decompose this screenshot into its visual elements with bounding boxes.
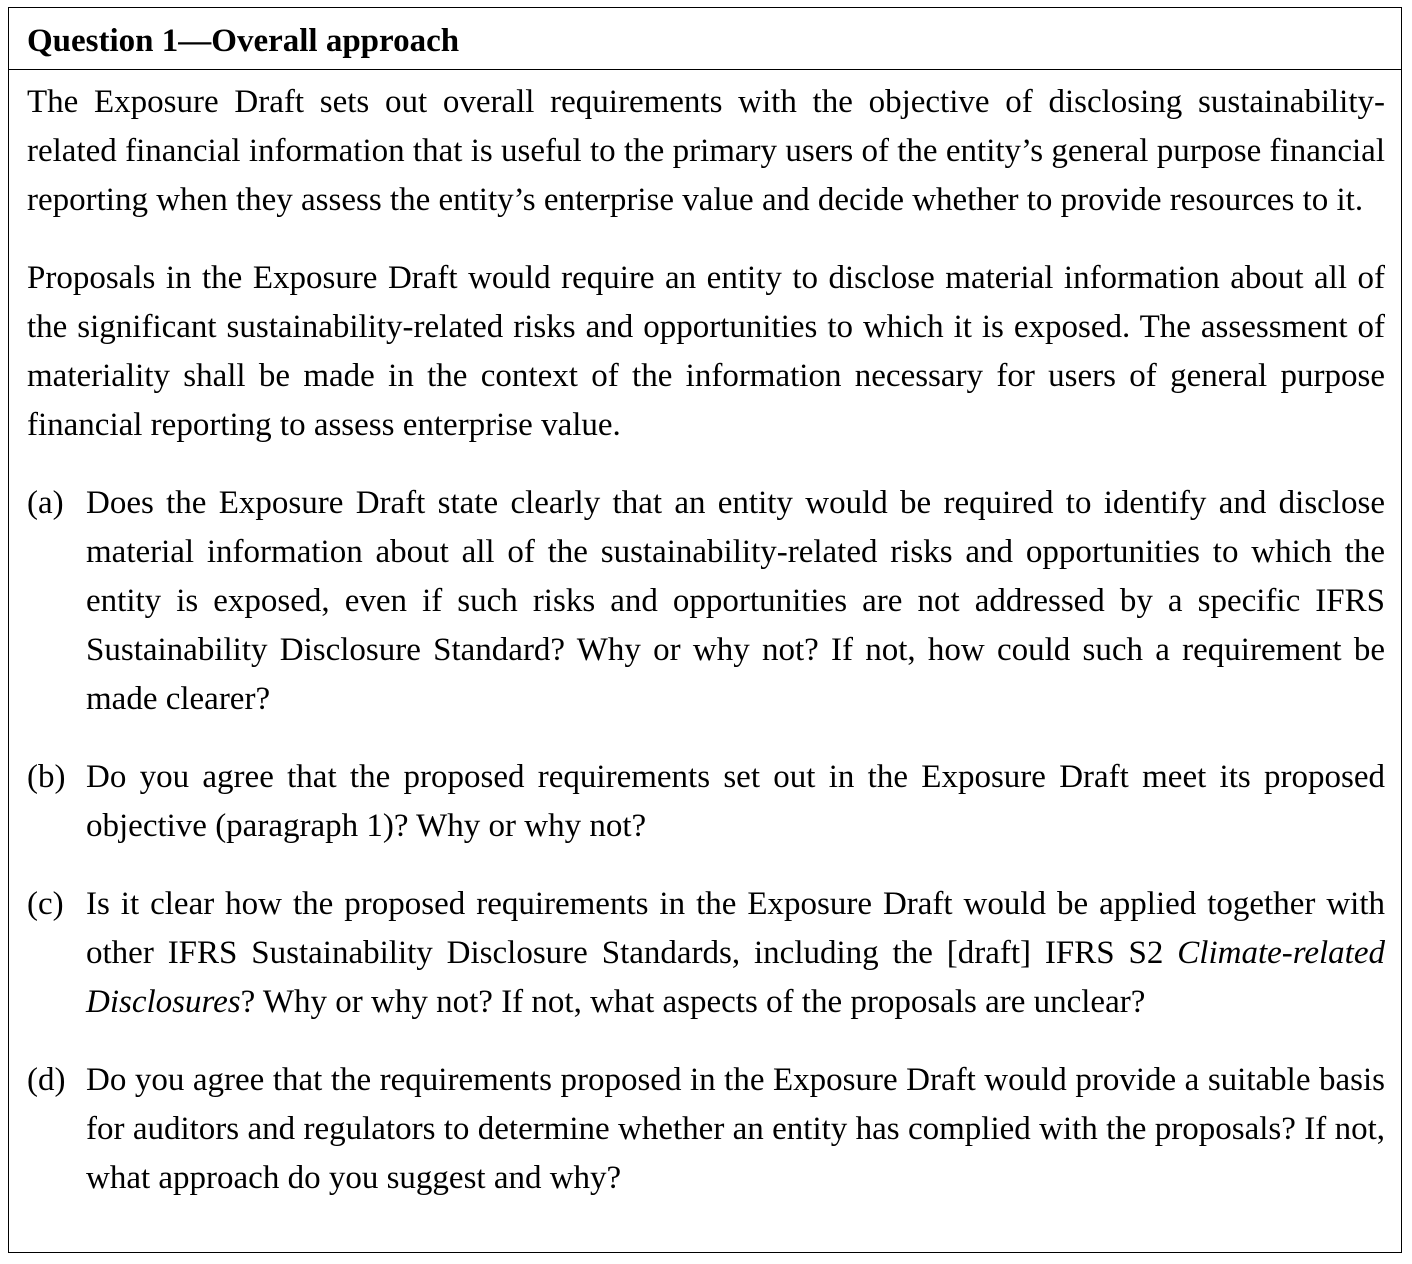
question-title: Question 1—Overall approach: [27, 23, 460, 59]
sub-question-label: (c): [27, 886, 64, 922]
sub-question-text: [86, 880, 1385, 1027]
sub-question-label: (d): [27, 1062, 66, 1098]
sub-question-a: [27, 479, 1385, 724]
question-header: [9, 8, 1401, 70]
sub-question-d: [27, 1056, 1385, 1203]
standard-title-italic: Climate-related Disclosures: [86, 935, 1385, 1020]
sub-question-c: [27, 880, 1385, 1027]
intro-paragraph-2: Proposals in the Exposure Draft would require an entity to disclose material information about all of the significant sustainability-related risks and opportunities to which it is exposed. The assessment of materiality shall be made in the context of the information necessary for users of general purpose financial reporting to assess enterprise value.: [27, 260, 1385, 443]
sub-question-label: (b): [27, 759, 66, 795]
question-body: [9, 70, 1401, 1203]
sub-question-b: [27, 753, 1385, 851]
sub-question-text-end: ? Why or why not? If not, what aspects of the proposals are unclear?: [240, 984, 1146, 1020]
intro-paragraph-1: The Exposure Draft sets out overall requirements with the objective of disclosing sustainability-related financial information that is useful to the primary users of the entity’s general purpose financial reporting when they assess the entity’s enterprise value and decide whether to provide resources to it.: [27, 84, 1385, 218]
sub-question-text: Does the Exposure Draft state clearly that an entity would be required to identify and disclose material information about all of the sustainability-related risks and opportunities to which the entity is exposed, even if such risks and opportunities are not addressed by a specific IFRS Sustainability Disclosure Standard? Why or why not? If not, how could such a requirement be made clearer?: [86, 485, 1385, 717]
sub-question-label: (a): [27, 485, 64, 521]
sub-question-text-start: Is it clear how the proposed requirements in the Exposure Draft would be applied together with other IFRS Sustainability Disclosure Standards, including the [draft] IFRS S2: [86, 886, 1385, 971]
sub-question-text: Do you agree that the requirements proposed in the Exposure Draft would provide a suitable basis for auditors and regulators to determine whether an entity has complied with the proposals? If not, what approach do you suggest and why?: [86, 1062, 1385, 1196]
question-box: [8, 7, 1402, 1253]
sub-question-text: Do you agree that the proposed requirements set out in the Exposure Draft meet its proposed objective (paragraph 1)? Why or why not?: [86, 759, 1385, 844]
